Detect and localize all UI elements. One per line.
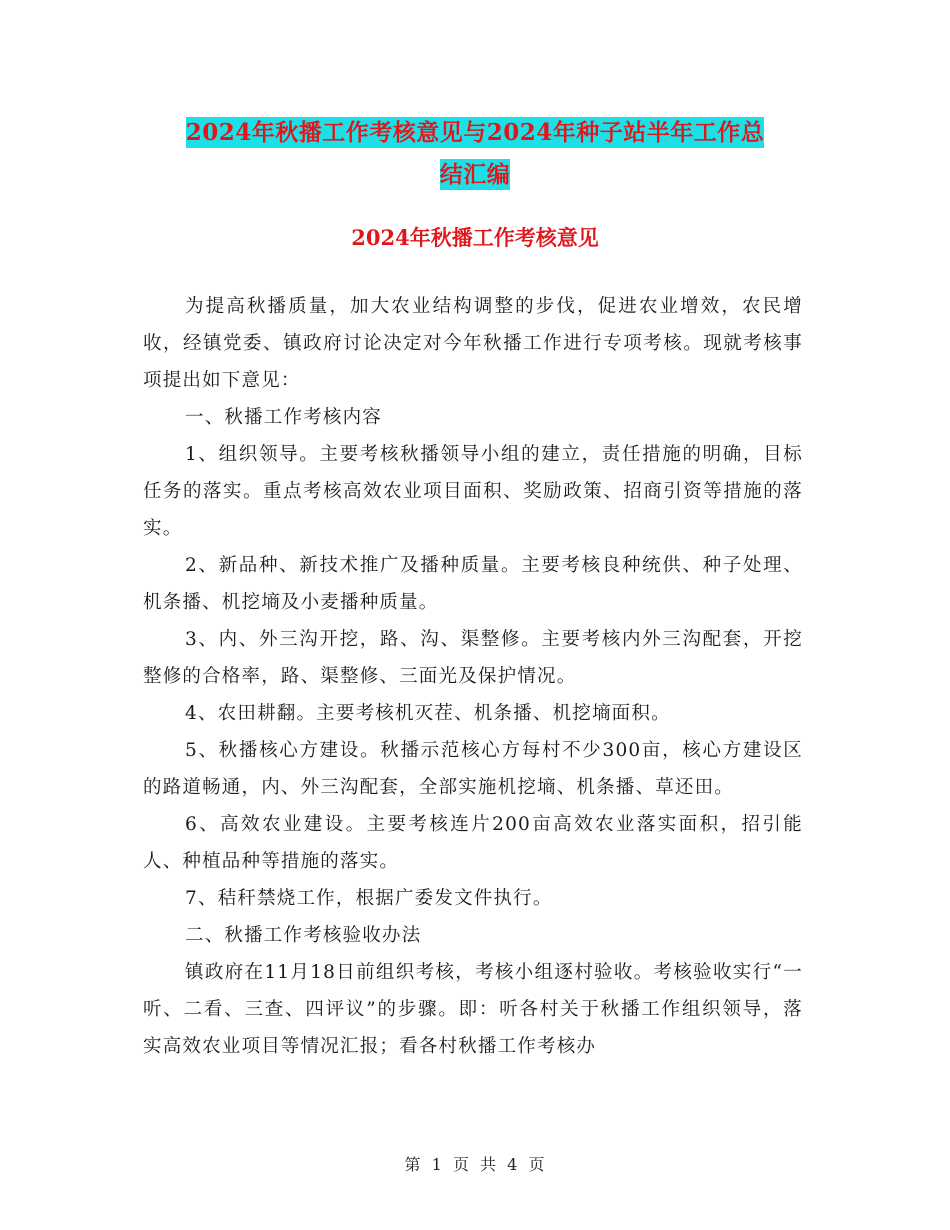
document-body xyxy=(143,288,803,1065)
footer-suffix: 页 xyxy=(528,1155,546,1174)
paragraph-item-6: 6、高效农业建设。主要考核连片200亩高效农业落实面积，招引能人、种植品种等措施的落实。 xyxy=(143,814,803,872)
section-title: 2024年秋播工作考核意见 xyxy=(351,225,599,250)
footer-current-page: 1 xyxy=(431,1155,443,1174)
paragraph-item-7: 7、秸秆禁烧工作，根据广委发文件执行。 xyxy=(185,888,553,909)
paragraph-item-4: 4、农田耕翻。主要考核机灭茬、机条播、机挖墒面积。 xyxy=(185,703,671,724)
document-title-highlight-2: 结汇编 xyxy=(439,161,511,188)
paragraph-item-1: 1、组织领导。主要考核秋播领导小组的建立，责任措施的明确，目标任务的落实。重点考核高效农业项目面积、奖励政策、招商引资等措施的落实。 xyxy=(143,444,803,539)
footer-mid: 页 xyxy=(452,1155,470,1174)
page-number-footer xyxy=(0,1152,950,1175)
footer-prefix: 第 xyxy=(404,1155,422,1174)
paragraph-intro: 为提高秋播质量，加大农业结构调整的步伐，促进农业增效，农民增收，经镇党委、镇政府讨论决定对今年秋播工作进行专项考核。现就考核事项提出如下意见： xyxy=(143,296,803,391)
document-title-line-2 xyxy=(0,150,950,200)
footer-total-prefix: 共 xyxy=(480,1155,498,1174)
paragraph-acceptance: 镇政府在11月18日前组织考核，考核小组逐村验收。考核验收实行“一听、二看、三查、四评议”的步骤。即：听各村关于秋播工作组织领导，落实高效农业项目等情况汇报；看各村秋播工作考核办 xyxy=(143,962,803,1057)
footer-total-pages: 4 xyxy=(507,1155,519,1174)
paragraph-item-2: 2、新品种、新技术推广及播种质量。主要考核良种统供、种子处理、机条播、机挖墒及小麦播种质量。 xyxy=(143,555,803,613)
document-title-highlight-1: 2024年秋播工作考核意见与2024年种子站半年工作总 xyxy=(185,119,765,146)
paragraph-heading-1: 一、秋播工作考核内容 xyxy=(185,407,383,428)
paragraph-heading-2: 二、秋播工作考核验收办法 xyxy=(185,925,422,946)
paragraph-item-5: 5、秋播核心方建设。秋播示范核心方每村不少300亩，核心方建设区的路道畅通，内、外三沟配套，全部实施机挖墒、机条播、草还田。 xyxy=(143,740,803,798)
paragraph-item-3: 3、内、外三沟开挖，路、沟、渠整修。主要考核内外三沟配套，开挖整修的合格率，路、渠整修、三面光及保护情况。 xyxy=(143,629,803,687)
